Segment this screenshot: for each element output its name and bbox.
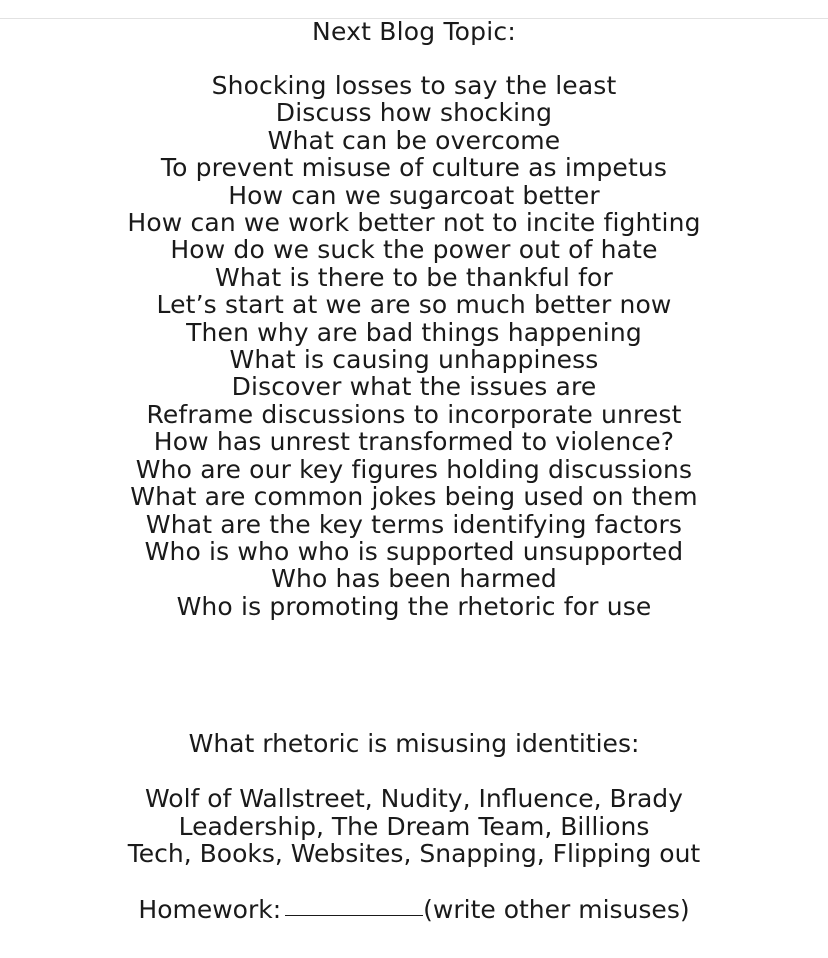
topic-line: How has unrest transformed to violence?: [153, 427, 675, 457]
homework-blank: [285, 914, 423, 916]
topic-line: Let’s start at we are so much better now: [156, 290, 672, 320]
misuse-line: Tech, Books, Websites, Snapping, Flipping out: [127, 839, 701, 868]
topic-line: How can we work better not to incite fighting: [127, 208, 701, 238]
document-body: [0, 18, 828, 620]
topic-line: To prevent misuse of culture as impetus: [160, 153, 668, 183]
misuse-line: Leadership, The Dream Team, Billions: [178, 811, 650, 841]
topic-line: What is there to be thankful for: [215, 262, 613, 292]
topic-line: What are the key terms identifying factors: [145, 509, 683, 539]
blog-topic-heading: Next Blog Topic:: [312, 17, 516, 46]
homework-line: [0, 895, 828, 925]
misuse-line: Wolf of Wallstreet, Nudity, Influence, Brady: [145, 784, 683, 813]
topic-line: Who is who who is supported unsupported: [144, 536, 684, 566]
topic-list: [0, 72, 828, 620]
homework-note: (write other misuses): [423, 894, 690, 924]
misuse-list: [0, 785, 828, 868]
topic-line: Discover what the issues are: [231, 372, 597, 402]
homework-label: Homework:: [138, 894, 282, 924]
topic-line: Who are our key figures holding discussions: [135, 454, 693, 484]
topic-line: How do we suck the power out of hate: [170, 235, 658, 265]
topic-line: What are common jokes being used on them: [130, 482, 698, 512]
topic-line: Who is promoting the rhetoric for use: [176, 591, 652, 621]
topic-line: Reframe discussions to incorporate unrest: [146, 399, 682, 429]
misuse-section: [0, 729, 828, 925]
topic-line: Discuss how shocking: [275, 98, 553, 128]
topic-line: Then why are bad things happening: [186, 317, 642, 347]
topic-line: Shocking losses to say the least: [211, 71, 617, 100]
topic-line: What can be overcome: [267, 125, 561, 155]
misuse-heading: What rhetoric is misusing identities:: [188, 729, 640, 758]
topic-line: Who has been harmed: [271, 564, 557, 594]
topic-line: How can we sugarcoat better: [228, 180, 600, 210]
topic-line: What is causing unhappiness: [229, 345, 599, 375]
